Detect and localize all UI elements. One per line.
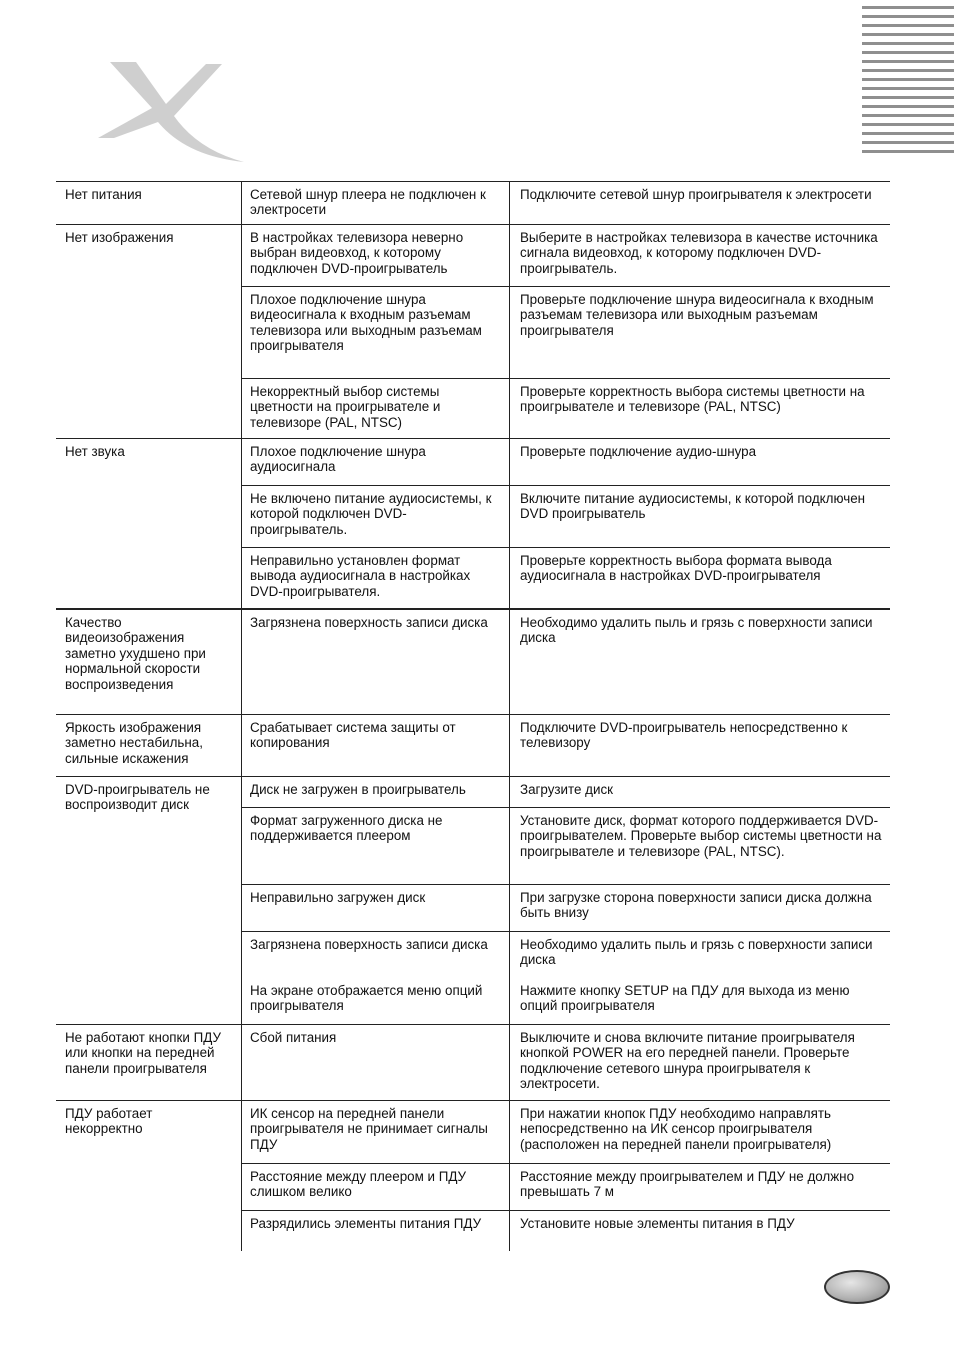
table-row	[56, 610, 890, 715]
cause-cell: Плохое подключение шнура аудиосигнала	[241, 439, 510, 485]
cause-solution-row	[241, 486, 890, 548]
solution-cell: Выключите и снова включите питание проигрывателя кнопкой POWER на его передней панели. Проверьте подключение сетевого шнура проигрывателя к электросети.	[520, 1030, 855, 1092]
cause-cell: Формат загруженного диска не поддерживается плеером	[241, 808, 510, 884]
problem-cell: Нет изображения	[65, 230, 174, 245]
cause-cell: В настройках телевизора неверно выбран видеовход, к которому подключен DVD-проигрыватель	[241, 225, 510, 286]
cause-cell: Срабатывает система защиты от копирования	[241, 715, 510, 776]
cause-solution-row	[241, 978, 890, 1024]
cause-cell: Плохое подключение шнура видеосигнала к входным разъемам телевизора или выходным разъемам проигрывателя	[241, 287, 510, 378]
solution-cell: Проверьте корректность выбора системы цветности на проигрывателе и телевизоре (PAL, NTSC)	[520, 384, 865, 415]
table-row	[56, 1101, 890, 1251]
problem-cell: Качество видеоизображения заметно ухудшено при нормальной скорости воспроизведения	[65, 615, 206, 692]
solution-cell: Включите питание аудиосистемы, к которой подключен DVD проигрыватель	[520, 491, 866, 522]
cause-cell: Сетевой шнур плеера не подключен к электросети	[241, 182, 510, 224]
page-number-badge	[824, 1270, 890, 1304]
problem-cell: Не работают кнопки ПДУ или кнопки на передней панели проигрывателя	[65, 1030, 221, 1076]
solution-cell: Необходимо удалить пыль и грязь с поверхности записи диска	[520, 937, 873, 968]
cause-solution-row	[241, 1101, 890, 1164]
solution-cell: Нажмите кнопку SETUP на ПДУ для выхода из меню опций проигрывателя	[520, 983, 850, 1014]
table-row	[56, 225, 890, 439]
cause-cell: Диск не загружен в проигрыватель	[241, 777, 510, 807]
cause-solution-row	[241, 225, 890, 287]
solution-cell: Подключите сетевой шнур проигрывателя к электросети	[520, 187, 872, 202]
cause-cell: Неправильно установлен формат вывода аудиосигнала в настройках DVD-проигрывателя.	[241, 548, 510, 608]
cause-solution-row	[241, 777, 890, 808]
cause-solution-row	[241, 885, 890, 932]
cause-cell: Расстояние между плеером и ПДУ слишком велико	[241, 1164, 510, 1210]
cause-solution-row	[241, 182, 890, 224]
cause-cell: Загрязнена поверхность записи диска	[241, 932, 510, 978]
table-row	[56, 715, 890, 777]
problem-cell: Нет звука	[65, 444, 125, 459]
cause-cell: Некорректный выбор системы цветности на проигрывателе и телевизоре (PAL, NTSC)	[241, 379, 510, 438]
troubleshooting-table	[56, 181, 890, 1251]
solution-cell: Расстояние между проигрывателем и ПДУ не должно превышать 7 м	[520, 1169, 855, 1200]
problem-cell: Яркость изображения заметно нестабильна, сильные искажения	[65, 720, 203, 766]
brand-x-logo	[88, 52, 248, 170]
solution-cell: Установите новые элементы питания в ПДУ	[520, 1216, 795, 1231]
problem-cell: ПДУ работает некорректно	[65, 1106, 153, 1137]
cause-solution-row	[241, 715, 890, 776]
solution-cell: Необходимо удалить пыль и грязь с поверхности записи диска	[520, 615, 873, 646]
cause-solution-row	[241, 1211, 890, 1251]
table-row	[56, 182, 890, 225]
cause-cell: Не включено питание аудиосистемы, к которой подключен DVD-проигрыватель.	[241, 486, 510, 547]
cause-solution-row	[241, 439, 890, 486]
problem-cell: DVD-проигрыватель не воспроизводит диск	[65, 782, 210, 813]
solution-cell: Подключите DVD-проигрыватель непосредственно к телевизору	[520, 720, 848, 751]
solution-cell: Проверьте подключение шнура видеосигнала к входным разъемам телевизора или выходным разъемам проигрывателя	[520, 292, 874, 338]
cause-solution-row	[241, 1025, 890, 1100]
cause-cell: ИК сенсор на передней панели проигрывателя не принимает сигналы ПДУ	[241, 1101, 510, 1163]
cause-solution-row	[241, 379, 890, 438]
side-stripes	[862, 6, 954, 159]
cause-solution-row	[241, 548, 890, 608]
solution-cell: При нажатии кнопок ПДУ необходимо направлять непосредственно на ИК сенсор проигрывателя (расположен на передней панели проигрывателя)	[520, 1106, 832, 1152]
table-row	[56, 777, 890, 1025]
solution-cell: Выберите в настройках телевизора в качестве источника сигнала видеовход, к которому подключен DVD-проигрыватель.	[520, 230, 878, 276]
cause-cell: Неправильно загружен диск	[241, 885, 510, 931]
cause-solution-row	[241, 808, 890, 885]
cause-solution-row	[241, 287, 890, 379]
solution-cell: Проверьте подключение аудио-шнура	[520, 444, 757, 459]
cause-solution-row	[241, 610, 890, 714]
cause-solution-row	[241, 932, 890, 978]
cause-cell: Сбой питания	[241, 1025, 510, 1100]
cause-cell: Разрядились элементы питания ПДУ	[241, 1211, 510, 1251]
cause-cell: Загрязнена поверхность записи диска	[241, 610, 510, 714]
table-row	[56, 439, 890, 610]
solution-cell: Загрузите диск	[520, 782, 614, 797]
solution-cell: При загрузке сторона поверхности записи диска должна быть внизу	[520, 890, 872, 921]
problem-cell: Нет питания	[65, 187, 142, 202]
cause-solution-row	[241, 1164, 890, 1211]
cause-cell: На экране отображается меню опций проигрывателя	[241, 978, 510, 1024]
table-row	[56, 1025, 890, 1101]
solution-cell: Установите диск, формат которого поддерживается DVD-проигрывателем. Проверьте выбор системы цветности на проигрывателе и телевизоре (PAL, NTSC).	[520, 813, 882, 859]
solution-cell: Проверьте корректность выбора формата вывода аудиосигнала в настройках DVD-проигрывателя	[520, 553, 832, 584]
